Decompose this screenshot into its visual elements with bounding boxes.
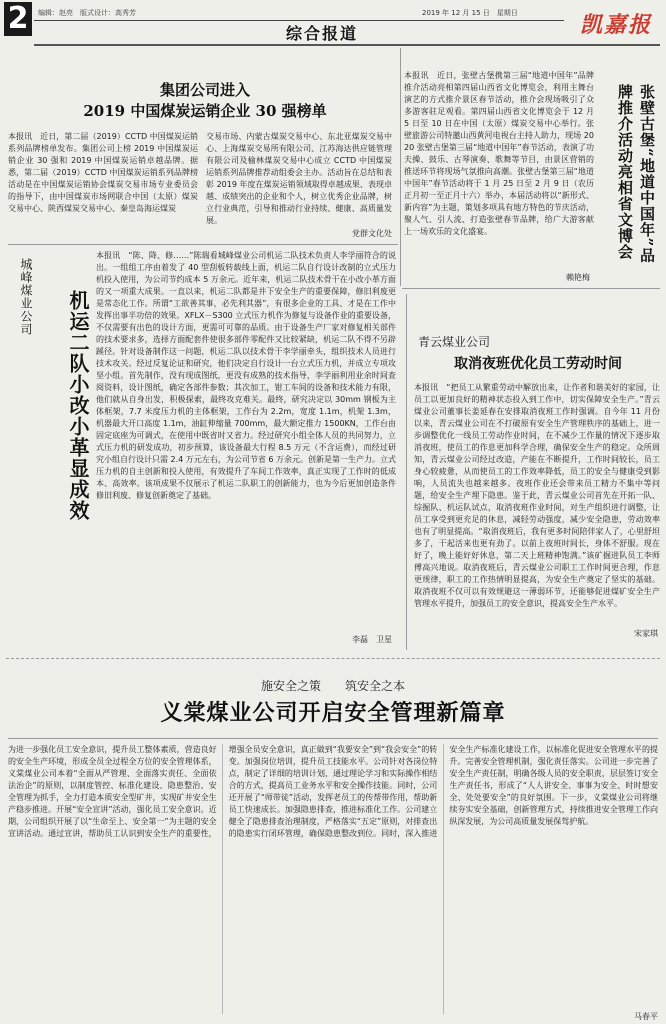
article3-title: 机运二队小改小革显成效 bbox=[66, 290, 90, 521]
article4-company: 青云煤业公司 bbox=[418, 335, 491, 349]
article5-kicker: 施安全之策 筑安全之本 bbox=[260, 679, 405, 693]
article3-body: 本报讯 “陈、降、修……”陈瑞看城峰煤业公司机运二队技术负责人李学丽符合的说出。一组组工序由着发了 40 型刮板转载线上面，机运二队自行设计改制的立式压力机投入使用，为公司节约成本 5 万余元。近年来，机运二队技术骨干在小改小革方面的又一项重大成果。一直以来，机运二队都是井下安全生产的重要保障，修旧利废更是常态化工作。所谓“工欲善其事，必先利其器”，有很多企业的工具、才是在工作中发挥出事半功倍的效果。XFLX－S300 立式压力机作为修复与设备作业的重要设备，不仅需要有出色的设计方面，更需可可靠的品质。由于设备生产厂家对修复相关部件的技术要求多，选择方面配套件使很多部件零配件又比较紧缺，机运二队不得不另辟蹊径。针对设备制作这一问题，机运二队以技术骨干李学丽牵头，组织技术人员进行技术攻关。经过反复论证和研究，他们决定自行设计一台立式压力机，并成立专项攻坚小组。首先制作，没有现成图纸，更没有成熟的技术指导，李学丽利用业余时间查阅资料，设计图纸，确定各部件参数；其次加工，钳工车间的设备和技术能力有限，他们就从自身出发，积极探索，最终攻克难关。最终，研究决定以 30mm 钢板为主体框架，7.7 米度压力机的主体框架，工作台为 2.2m，宽度 1.1m，机架 1.3m，机器最大开口高度 1.1m，油缸伸缩量 700mm，最大额定推力 1500KN，工作台由固定底座为可调式，在使用中既省时又省力。经过研究小组全体人员的共同努力，立式压力机的研发成功，初步预算，该设备最大行程 8.5 万元（不含运费），而经过研究小组自行设计只需 2.4 万元左右，为公司节省 6 万余元。创新是第一生产力。立式压力机的自主创新和投入使用，有效提升了车间工作效率，真正实现了工作时的低成本、高效率。该项成果不仅展示了机运二队职工的创新能力，也为今后更加创造条件修旧利废、修复创新奠定了基础。 bbox=[96, 251, 396, 500]
section-title: 综合报道 bbox=[286, 24, 359, 43]
article4-author: 宋家琪 bbox=[634, 629, 658, 638]
page-number: 2 bbox=[4, 2, 32, 36]
article1-author: 党群文化处 bbox=[352, 229, 392, 238]
header-date: 2019 年 12 月 15 日 星期日 bbox=[422, 9, 518, 17]
article5-author: 马春平 bbox=[560, 1012, 658, 1022]
brand-logo: 凯嘉报 bbox=[579, 12, 652, 38]
article4-title: 取消夜班优化员工劳动时间 bbox=[454, 356, 622, 372]
article5-body: 为进一步强化员工安全意识，提升员工整体素质，营造良好的安全生产环境，形成全员全过程全方位的安全管理体系，义棠煤业公司本着“全面从严管理、全面落实责任、全面依法治企”的原则，以制度管控、标准化建设、隐患整治、安全管理为抓手，全力打造本质安全型矿井，实现矿井安全生产稳步推进。开展“安全宣讲”活动，强化员工安全意识。近期，公司组织开展了以“生命至上、安全第一”为主题的安全宣讲活动。通过宣讲，帮助员工认识到安全生产的重要性，增强全员安全意识，真正做到“我要安全”到“我会安全”的转变。加强岗位培训，提升员工技能水平。公司针对各岗位特点，制定了详细的培训计划，通过理论学习和实际操作相结合的方式，提高员工业务水平和安全操作技能。同时，公司还开展了“师带徒”活动，发挥老员工的传帮带作用，帮助新员工快速成长。加强隐患排查，推进标准化工作。公司建立健全了隐患排查治理制度，严格落实“五定”原则，对排查出的隐患实行闭环管理，确保隐患整改到位。同时，深入推进安全生产标准化建设工作，以标准化促进安全管理水平的提升。完善安全管理机制，强化责任落实。公司进一步完善了安全生产责任制，明确各级人员的安全职责，层层签订安全生产责任书，形成了“人人讲安全、事事为安全、时时想安全、处处要安全”的良好氛围。下一步，义棠煤业公司将继续夯实安全基础，创新管理方式，持续推进安全管理工作向纵深发展，为公司高质量发展保驾护航。 bbox=[8, 745, 658, 838]
article4-body: 本报讯 “把员工从繁重劳动中解放出来，让作者和谐美好的家园，让员工以更加良好的精神状态投入到工作中，切实保障安全生产。”青云煤业公司董事长姜延春在安排取消夜班工作时强调。自今年 11 月份以来，青云煤业公司在不打破原有安全生产管理秩序的基础上，进一步调整优化一线员工劳动作业时间，在不减少工作量的情况下逐步取消夜班，使员工的作息更加科学合理，确保安全生产的稳定。众所周知，青云煤业公司经过改造，产能在不断提升，工作时间较长，员工身心较疲惫，从而使员工的工作效率降低，员工的安全与健康受到影响，人员流失也越来越多。夜班作业还会带来员工精力不集中等问题，给安全生产埋下隐患。鉴于此，青云煤业公司首先在开拓一队、综掘队、机运队试点，取消夜班作业时间，对生产组织进行调整，让员工享受到更充足的休息，减轻劳动强度，减少安全隐患，劳动效率也有了明显提高。“取消夜班后，我有更多时间陪伴家人了，心里舒坦多了，干起活来也更有劲了。以前上夜班时间长，身体不舒服。现在好了，晚上能好好休息，第二天上班精神饱满。”该矿掘进队员工李师傅高兴地说。取消夜班后，青云煤业公司职工工作时间更合理，作息更规律，职工的工作热情明显提高，为安全生产奠定了坚实的基础。取消夜班不仅可以有效规避这一薄弱环节，还能够促进煤矿安全生产管理水平提升，加强员工的安全意识，提高安全生产水平。 bbox=[414, 383, 660, 608]
article1-col1: 本报讯 近日，第二届（2019）CCTD 中国煤炭运销系列品牌榜单发布。集团公司上榜 2019 中国煤炭运销企业 30 强和 2019 中国煤炭运销卓越品牌。据悉，第二届（2019）CCTD 中国煤炭运销系列品牌榜活动是在中国煤炭运销协会煤炭交易市场专业委员会的指导下，由中国煤炭市场网联合中国（太原）煤炭交易中心、陕西煤炭交易中心、秦皇岛海运煤炭 bbox=[8, 132, 198, 213]
article2-title: 张壁古堡“地道中国年”品牌推介活动亮相省文博会 bbox=[616, 84, 656, 264]
article3-author: 李磊 卫星 bbox=[352, 635, 392, 644]
article2-author: 赖艳梅 bbox=[566, 273, 590, 282]
article5-title: 义棠煤业公司开启安全管理新篇章 bbox=[160, 700, 506, 726]
article2-body: 本报讯 近日，张壁古堡携第三届“地道中国年”品牌推介活动亮相第四届山西省文化博览会，利用主舞台演艺的方式推介景区春节活动，推介会现场吸引了众多游客驻足观看。第四届山西省文化博览会于 12 月 5 日至 10 日在中国（太原）煤炭交易中心举行。张壁旅游公司特邀山西黄河电视台主持人助力，现场 2020 张壁古堡第三届“地道中国年”春节活动，表演了功夫操、鼓乐、古琴演奏、歌舞等节目，由景区营销的推送环节将现场气氛推向高潮。张壁古堡第三届“地道中国年”春节活动将于 1 月 25 日至 2 月 9 日（农历正月初一至正月十六）举办，本届活动将以“新形式、新内容”为主题，策划多项具有地方特色的节庆活动，聚人气、引人流、打造张壁春节品牌，给广大游客献上一场欢乐的文化盛宴。 bbox=[404, 71, 594, 236]
header-rule bbox=[34, 20, 564, 21]
article1-title-line2: 2019 中国煤炭运销企业 30 强榜单 bbox=[83, 102, 327, 120]
editor-info: 编辑：赵亮 版式设计：高秀芳 bbox=[38, 9, 136, 17]
header-rule-lower bbox=[34, 44, 660, 46]
article3-company: 城峰煤业公司 bbox=[19, 258, 33, 336]
article1-col2: 交易市场、内蒙古煤炭交易中心、东北亚煤炭交易中心、上海煤炭交易所有限公司、江苏海达供应链管理有限公司及榆林煤炭交易中心成立 CCTD 中国煤炭运销系列品牌推荐动组委会主办。活动旨在总结和表彰 2019 年度在煤炭运销领域取得卓越成果、表现卓越、成绩突出的企业和个人，树立优秀企业品牌，树立行业典范，引导和推动行业持续、健康、高质量发展。 bbox=[206, 132, 392, 225]
article1-title-line1: 集团公司进入 bbox=[159, 81, 250, 99]
